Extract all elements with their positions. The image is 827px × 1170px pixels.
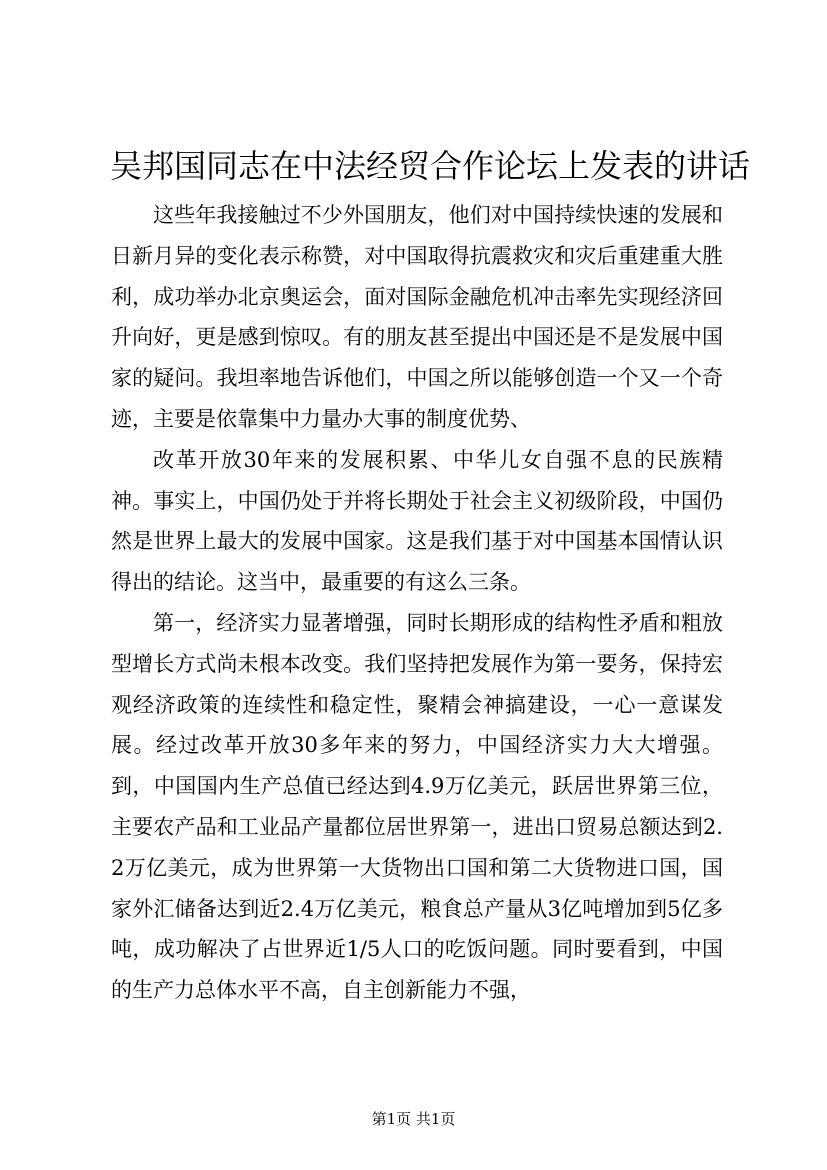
paragraph-3: 第一，经济实力显著增强，同时长期形成的结构性矛盾和粗放型增长方式尚未根本改变。我们坚持把发展作为第一要务，保持宏观经济政策的连续性和稳定性，聚精会神搞建设，一心一意谋发展。经过改革开放30多年来的努力，中国经济实力大大增强。到，中国国内生产总值已经达到4.9万亿美元，跃居世界第三位，主要农产品和工业品产量都位居世界第一，进出口贸易总额达到2.2万亿美元，成为世界第一大货物出口国和第二大货物进口国，国家外汇储备达到近2.4万亿美元，粮食总产量从3亿吨增加到5亿多吨，成功解决了占世界近1/5人口的吃饭问题。同时要看到，中国的生产力总体水平不高，自主创新能力不强， [111,610,723,1003]
paragraph-2: 改革开放30年来的发展积累、中华儿女自强不息的民族精神。事实上，中国仍处于并将长期处于社会主义初级阶段，中国仍然是世界上最大的发展中国家。这是我们基于对中国基本国情认识得出的结论。这当中，最重要的有这么三条。 [111,447,723,595]
document-title: 吴邦国同志在中法经贸合作论坛上发表的讲话 [110,147,751,185]
page-footer: 第1页 共1页 [371,1110,456,1128]
paragraph-1: 这些年我接触过不少外国朋友，他们对中国持续快速的发展和日新月异的变化表示称赞，对中国取得抗震救灾和灾后重建重大胜利，成功举办北京奥运会，面对国际金融危机冲击率先实现经济回升向好，更是感到惊叹。有的朋友甚至提出中国还是不是发展中国家的疑问。我坦率地告诉他们，中国之所以能够创造一个又一个奇迹，主要是依靠集中力量办大事的制度优势、 [111,203,723,431]
document-body [111,195,723,1011]
